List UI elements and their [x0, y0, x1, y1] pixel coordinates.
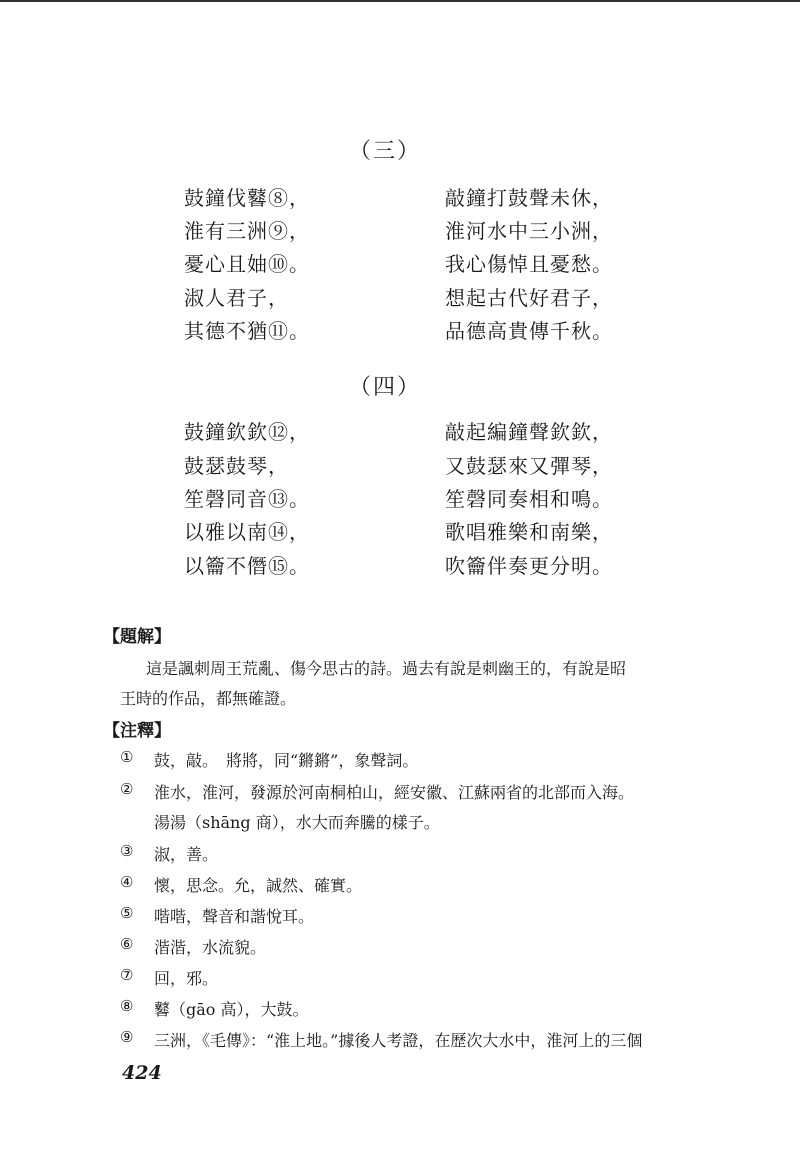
annotation-number: ④: [120, 873, 134, 891]
original-verse: 鼓鐘伐鼛⑧，: [184, 186, 310, 210]
annotation-text: 淑，善。: [154, 845, 219, 864]
annotation-item: [120, 748, 680, 778]
translation-verse: 歌唱雅樂和南樂，: [445, 520, 613, 544]
annotation-number: ⑦: [120, 966, 134, 984]
original-verse: 淮有三洲⑨，: [184, 219, 310, 243]
annotation-item: [120, 780, 680, 810]
annotation-number: ③: [120, 842, 134, 860]
page-number: 424: [122, 1062, 162, 1084]
poem-line: [0, 248, 800, 280]
original-verse: 鼓鐘欽欽⑫，: [184, 420, 310, 444]
annotation-item: [120, 935, 680, 965]
translation-verse: 吹籥伴奏更分明。: [445, 554, 613, 578]
original-verse: 以籥不僭⑮。: [184, 554, 310, 578]
poem-line: [0, 215, 800, 247]
original-verse: 憂心且妯⑩。: [184, 252, 310, 276]
annotation-text: 鼓，敲。 將將，同“鏘鏘”，象聲詞。: [154, 751, 419, 770]
original-verse: 鼓瑟鼓琴，: [184, 454, 289, 478]
poem-line: [0, 450, 800, 482]
annotations-heading: 【注釋】: [103, 721, 171, 741]
poem-line: [0, 182, 800, 214]
poem-line: [0, 416, 800, 448]
annotation-item: [120, 1028, 680, 1058]
translation-verse: 敲起編鐘聲欽欽，: [445, 420, 613, 444]
explanation-text-line-1: 這是諷刺周王荒亂、傷今思古的詩。過去有說是刺幽王的，有說是昭: [146, 659, 627, 678]
translation-verse: 淮河水中三小洲，: [445, 219, 613, 243]
poem-line: [0, 516, 800, 548]
poem-line: [0, 550, 800, 582]
poem-line: [0, 315, 800, 347]
annotation-text: 三洲，《毛傳》：“淮上地。”據後人考證，在歷次大水中，淮河上的三個: [154, 1031, 643, 1050]
annotation-text: 湝湝，水流貌。: [154, 938, 267, 957]
annotation-item: [120, 873, 680, 903]
poem-line: [0, 282, 800, 314]
annotation-item: [120, 966, 680, 996]
annotation-continuation: 湯湯（shāng 商），水大而奔騰的樣子。: [154, 813, 440, 832]
annotation-text: 喈喈，聲音和諧悅耳。: [154, 907, 315, 926]
annotation-number: ⑤: [120, 904, 134, 922]
annotation-text: 淮水，淮河，發源於河南桐柏山，經安徽、江蘇兩省的北部而入海。: [154, 783, 635, 802]
translation-verse: 我心傷悼且憂愁。: [445, 252, 613, 276]
original-verse: 笙磬同音⑬。: [184, 487, 310, 511]
translation-verse: 品德高貴傳千秋。: [445, 319, 613, 343]
explanation-text-line-2: 王時的作品，都無確證。: [120, 689, 297, 708]
annotation-item: [120, 842, 680, 872]
annotation-number: ⑧: [120, 997, 134, 1015]
annotation-number: ⑥: [120, 935, 134, 953]
annotation-text: 回，邪。: [154, 969, 219, 988]
explanation-heading: 【題解】: [103, 627, 171, 647]
annotation-number: ②: [120, 780, 134, 798]
section-title-4: （四）: [348, 375, 421, 400]
original-verse: 淑人君子，: [184, 286, 289, 310]
annotation-number: ⑨: [120, 1028, 134, 1046]
top-border-line: [0, 0, 800, 2]
annotation-item: [120, 904, 680, 934]
translation-verse: 笙磬同奏相和鳴。: [445, 487, 613, 511]
annotation-text: 鼛（gāo 高），大鼓。: [154, 1000, 309, 1019]
original-verse: 以雅以南⑭，: [184, 520, 310, 544]
section-title-3: （三）: [348, 139, 421, 164]
annotation-number: ①: [120, 748, 134, 766]
translation-verse: 敲鐘打鼓聲未休，: [445, 186, 613, 210]
annotation-item: [120, 997, 680, 1027]
translation-verse: 想起古代好君子，: [445, 286, 613, 310]
poem-line: [0, 483, 800, 515]
translation-verse: 又鼓瑟來又彈琴，: [445, 454, 613, 478]
annotation-text: 懷，思念。允，誠然、確實。: [154, 876, 363, 895]
original-verse: 其德不猶⑪。: [184, 319, 310, 343]
